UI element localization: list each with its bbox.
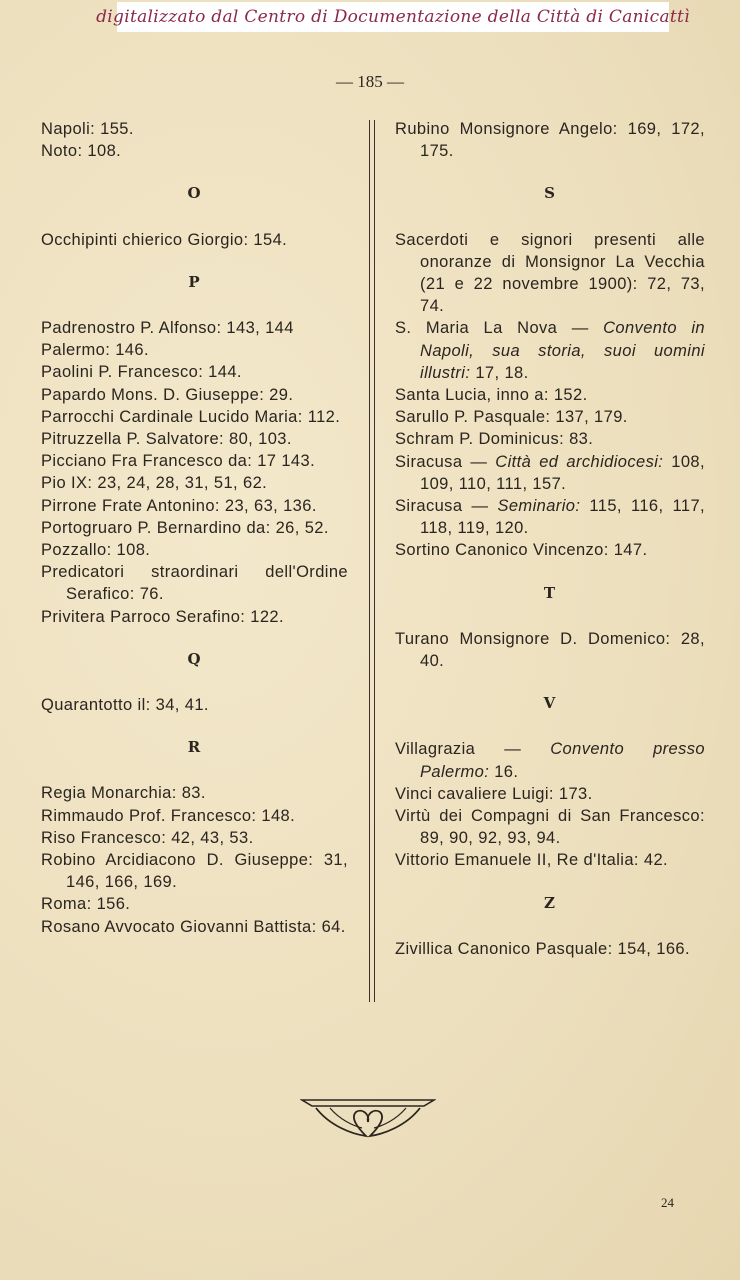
section-letter-o: O — [187, 184, 202, 203]
index-entry: Predicatori straordinari dell'Ordine Serafico: 76. — [41, 563, 348, 604]
index-entry: Regia Monarchia: 83. — [41, 784, 206, 803]
entry-name: Villagrazia — — [395, 740, 522, 759]
index-entry — [395, 451, 705, 495]
index-entry: Padrenostro P. Alfonso: 143, 144 — [41, 319, 294, 338]
index-entry: Quarantotto il: 34, 41. — [41, 696, 209, 715]
page-number: — 185 — — [336, 72, 404, 91]
index-entry: Papardo Mons. D. Giuseppe: 29. — [41, 385, 294, 404]
index-entry: Robino Arcidiacono D. Giuseppe: 31, 146, 166, 169. — [41, 851, 348, 892]
entry-italic: Seminario: — [497, 497, 581, 516]
section-letter-v: V — [543, 694, 557, 713]
index-entry: Rubino Monsignore Angelo: 169, 172, 175. — [395, 120, 705, 161]
index-entry — [395, 495, 705, 539]
index-entry: Roma: 156. — [41, 895, 131, 914]
index-entry: Parrocchi Cardinale Lucido Maria: 112. — [41, 407, 341, 426]
entry-italic: Città ed archidiocesi: — [495, 452, 664, 471]
index-entry: Sacerdoti e signori presenti alle onoranze di Monsignor La Vecchia (21 e 22 novembre 1900): 72, 73, 74. — [395, 230, 705, 316]
index-entry: Picciano Fra Francesco da: 17 143. — [41, 452, 316, 471]
entry-name: Siracusa — — [395, 452, 488, 471]
index-entry — [395, 738, 705, 782]
section-letter-t: T — [543, 583, 557, 602]
column-divider — [369, 120, 375, 1002]
index-entry: Virtù dei Compagni di San Francesco: 89, 90, 92, 93, 94. — [395, 807, 705, 848]
index-entry: Pirrone Frate Antonino: 23, 63, 136. — [41, 496, 317, 515]
section-letter-r: R — [187, 738, 202, 757]
entry-pages: 17, 18. — [475, 363, 529, 382]
index-entry: Santa Lucia, inno a: 152. — [395, 386, 588, 405]
right-column — [395, 118, 705, 960]
index-entry: Pozzallo: 108. — [41, 541, 151, 560]
section-letter-q: Q — [187, 649, 202, 668]
index-entry: Palermo: 146. — [41, 341, 149, 360]
ornament-icon — [300, 1096, 436, 1140]
index-entry: Portogruaro P. Bernardino da: 26, 52. — [41, 518, 329, 537]
entry-italic: Convento in Napoli, sua storia, suoi uomini illustri: — [420, 319, 706, 382]
entry-name: Siracusa — — [395, 497, 489, 516]
index-entry: Pio IX: 23, 24, 28, 31, 51, 62. — [41, 474, 268, 493]
index-entry: Napoli: 155. — [41, 120, 134, 138]
section-letter-p: P — [188, 272, 201, 291]
entry-pages: 115, 116, 117, 118, 119, 120. — [420, 497, 706, 538]
index-entry: Vittorio Emanuele II, Re d'Italia: 42. — [395, 851, 669, 870]
sheet-number: 24 — [661, 1195, 674, 1210]
index-entry: Noto: 108. — [41, 142, 122, 161]
section-letter-z: Z — [544, 893, 556, 912]
index-entry: Vinci cavaliere Luigi: 173. — [395, 784, 593, 803]
index-entry — [395, 317, 705, 384]
section-letter-s: S — [544, 184, 556, 203]
watermark-banner: digitalizzato dal Centro di Documentazione della Città di Canicattì — [117, 2, 669, 32]
index-entry: Pitruzzella P. Salvatore: 80, 103. — [41, 430, 292, 449]
entry-italic: Convento presso Palermo: — [420, 740, 706, 781]
left-column — [41, 118, 348, 938]
index-entry: Rimmaudo Prof. Francesco: 148. — [41, 806, 296, 825]
index-entry: Turano Monsignore D. Domenico: 28, 40. — [395, 629, 705, 671]
entry-pages: 16. — [494, 762, 519, 781]
index-entry: Occhipinti chierico Giorgio: 154. — [41, 230, 288, 249]
index-entry: Zivillica Canonico Pasquale: 154, 166. — [395, 939, 690, 958]
index-entry: Riso Francesco: 42, 43, 53. — [41, 828, 254, 847]
index-entry: Schram P. Dominicus: 83. — [395, 430, 594, 449]
index-entry: Sortino Canonico Vincenzo: 147. — [395, 541, 648, 560]
index-entry: Sarullo P. Pasquale: 137, 179. — [395, 408, 628, 427]
entry-pages: 108, 109, 110, 111, 157. — [420, 452, 705, 493]
index-entry: Privitera Parroco Serafino: 122. — [41, 607, 284, 626]
index-entry: Paolini P. Francesco: 144. — [41, 363, 242, 382]
index-entry: Rosano Avvocato Giovanni Battista: 64. — [41, 917, 346, 936]
entry-name: S. Maria La Nova — — [395, 319, 589, 338]
